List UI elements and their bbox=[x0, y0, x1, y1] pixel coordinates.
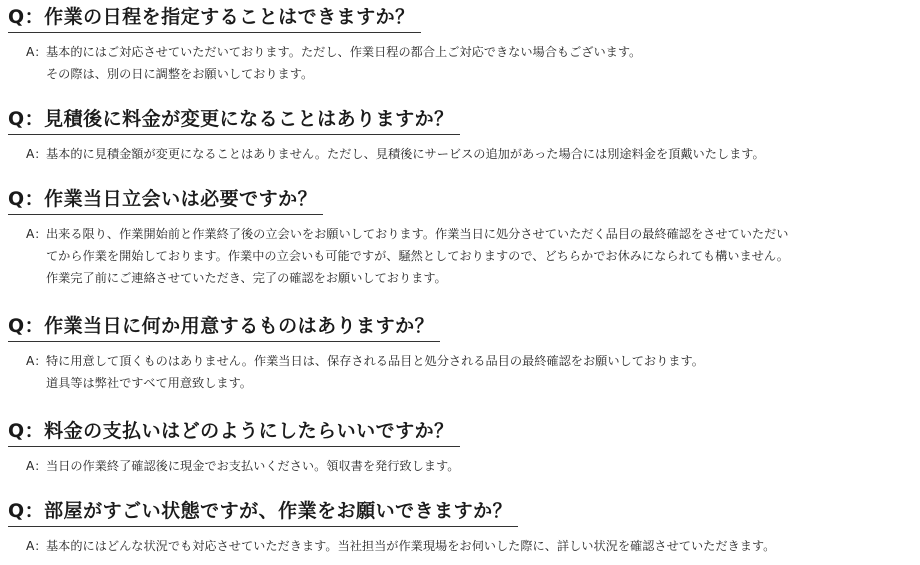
answer-line: 基本的に見積金額が変更になることはありません。ただし、見積後にサービスの追加があった場合には別途料金を頂戴いたします。 bbox=[46, 147, 765, 161]
answer-prefix: A： bbox=[26, 354, 47, 368]
faq-question: Q：作業当日立会いは必要ですか？ bbox=[8, 186, 323, 215]
answer-prefix: A： bbox=[26, 227, 47, 241]
answer-line: 基本的にはどんな状況でも対応させていただきます。当社担当が作業現場をお伺いした際に、詳しい状況を確認させていただきます。 bbox=[46, 539, 776, 553]
faq-question: Q：作業の日程を指定することはできますか？ bbox=[8, 4, 421, 33]
answer-line: 特に用意して頂くものはありません。作業当日は、保存される品目と処分される品目の最終確認をお願いしております。 bbox=[46, 354, 704, 368]
faq-item bbox=[0, 4, 920, 85]
answer-prefix: A： bbox=[26, 45, 47, 59]
answer-prefix: A： bbox=[26, 539, 47, 553]
answer-line: 当日の作業終了確認後に現金でお支払いください。領収書を発行致します。 bbox=[46, 459, 460, 473]
faq-answer bbox=[26, 455, 920, 477]
faq-answer bbox=[26, 350, 920, 394]
answer-line: 基本的にはご対応させていただいております。ただし、作業日程の都合上ご対応できない場合もございます。 bbox=[46, 45, 642, 59]
answer-line: その際は、別の日に調整をお願いしております。 bbox=[46, 67, 314, 81]
faq-answer bbox=[26, 223, 920, 289]
faq-answer bbox=[26, 143, 920, 165]
faq-answer bbox=[26, 535, 920, 557]
faq-question: Q：作業当日に何か用意するものはありますか？ bbox=[8, 313, 440, 342]
faq-item bbox=[0, 418, 920, 477]
faq-answer bbox=[26, 41, 920, 85]
answer-prefix: A： bbox=[26, 147, 47, 161]
faq-item bbox=[0, 106, 920, 165]
answer-prefix: A： bbox=[26, 459, 47, 473]
faq-question: Q：見積後に料金が変更になることはありますか？ bbox=[8, 106, 460, 135]
faq-question: Q：料金の支払いはどのようにしたらいいですか？ bbox=[8, 418, 460, 447]
faq-item bbox=[0, 498, 920, 557]
faq-question: Q：部屋がすごい状態ですが、作業をお願いできますか？ bbox=[8, 498, 518, 527]
answer-line: 道具等は弊社ですべて用意致します。 bbox=[46, 376, 252, 390]
faq-item bbox=[0, 186, 920, 289]
answer-line: てから作業を開始しております。作業中の立会いも可能ですが、騒然としておりますので、どちらかでお休みになられても構いません。 bbox=[46, 249, 789, 263]
answer-line: 出来る限り、作業開始前と作業終了後の立会いをお願いしております。作業当日に処分させていただく品目の最終確認をさせていただい bbox=[46, 227, 789, 241]
answer-line: 作業完了前にご連絡させていただき、完了の確認をお願いしております。 bbox=[46, 271, 447, 285]
faq-item bbox=[0, 313, 920, 394]
